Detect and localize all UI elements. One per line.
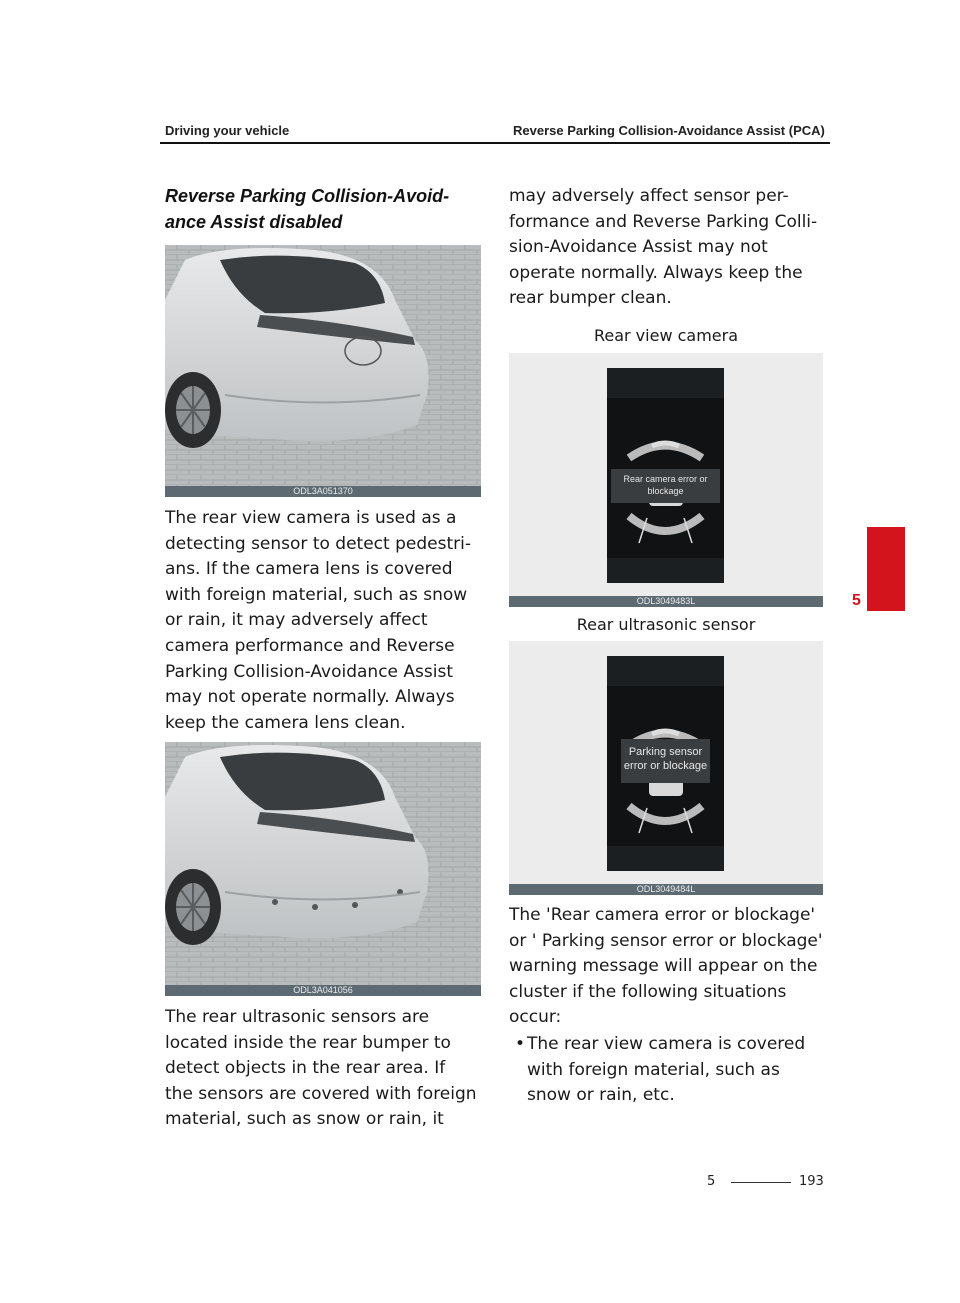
cluster-screen — [607, 368, 724, 583]
footer-section: 5 — [707, 1174, 716, 1189]
figure-sensor-cluster — [509, 641, 823, 895]
header-chapter: Driving your vehicle — [165, 123, 290, 138]
cluster-screen — [607, 656, 724, 871]
camera-paragraph: The rear view camera is used as a detecting sensor to detect pedestri- ans. If the camera lens is covered with foreign material, such as snow or rain, it may adversely affect camera performance and Reverse Parking Collision-Avoidance Assist may not operate normally. Always keep the camera lens clean. — [165, 508, 471, 733]
warning-paragraph: The 'Rear camera error or blockage' or ' Parking sensor error or blockage' warning message will appear on the cluster if the following situations occur: — [509, 905, 823, 1028]
figure-code: ODL3049484L — [509, 884, 823, 895]
bullet-icon: • — [515, 1034, 526, 1054]
figure-rear-camera-car — [165, 245, 481, 497]
camera-warning-message: Rear camera error or blockage — [611, 469, 720, 503]
header-divider — [160, 142, 830, 144]
chapter-number: 5 — [852, 592, 861, 609]
car-rear-sensor-illustration — [165, 742, 481, 996]
continued-paragraph: may adversely affect sensor per- formance and Reverse Parking Colli- sion-Avoidance Assist may not operate normally. Always keep the rear bumper clean. — [509, 186, 818, 309]
footer-divider — [731, 1182, 791, 1183]
section-title: Reverse Parking Collision-Avoid- ance Assist disabled — [165, 186, 450, 232]
sensor-warning-message: Parking sensor error or blockage — [621, 739, 710, 783]
header-topic: Reverse Parking Collision-Avoidance Assist (PCA) — [513, 123, 825, 138]
camera-figure-label: Rear view camera — [593, 326, 739, 345]
ultrasonic-figure-label: Rear ultrasonic sensor — [576, 615, 756, 634]
chapter-tab — [867, 527, 905, 611]
figure-code: ODL3049483L — [509, 596, 823, 607]
list-item-text: The rear view camera is covered with foreign material, such as snow or rain, etc. — [527, 1034, 806, 1106]
figure-code: ODL3A051370 — [165, 486, 481, 497]
figure-camera-cluster — [509, 353, 823, 607]
page-number: 193 — [799, 1174, 824, 1189]
figure-rear-sensor-car — [165, 742, 481, 996]
figure-code: ODL3A041056 — [165, 985, 481, 996]
car-rear-camera-illustration — [165, 245, 481, 497]
ultrasonic-paragraph: The rear ultrasonic sensors are located inside the rear bumper to detect objects in the rear area. If the sensors are covered with foreign material, such as snow or rain, it — [165, 1007, 477, 1130]
